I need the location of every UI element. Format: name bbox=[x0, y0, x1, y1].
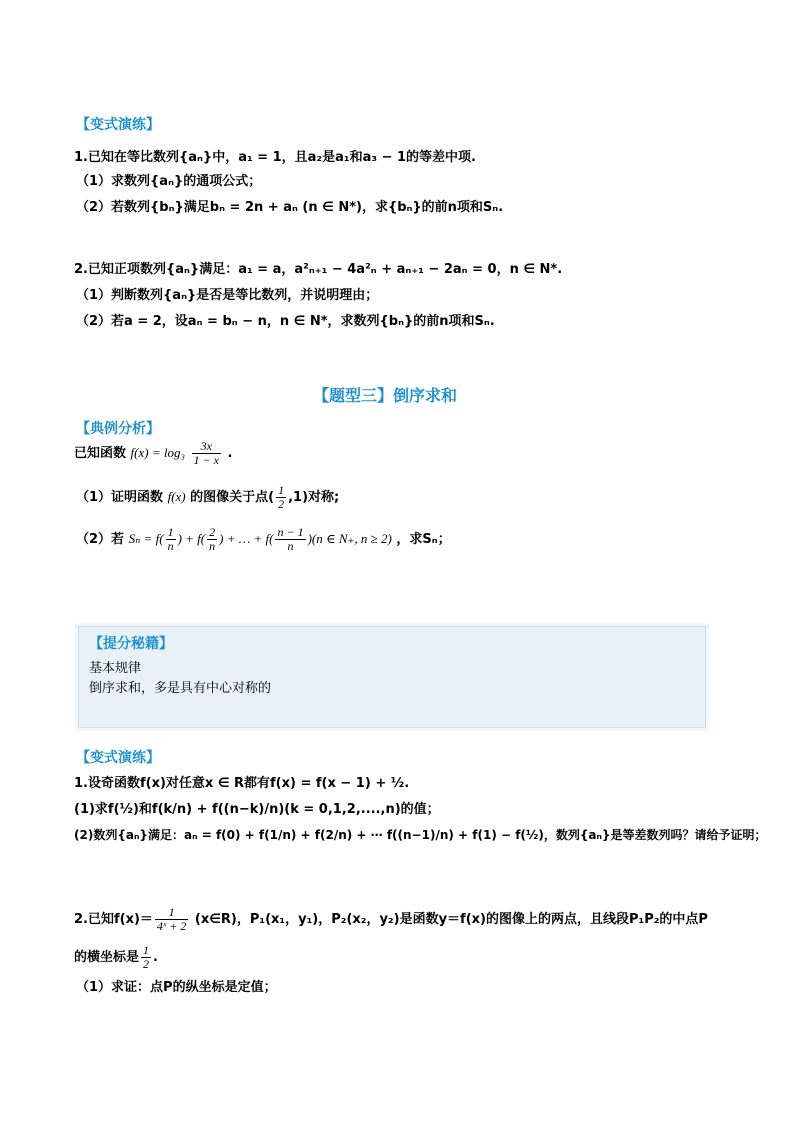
example-part-1-fx: f(x) bbox=[167, 489, 186, 505]
variant-question-2-part-1: （1）求证：点P的纵坐标是定值； bbox=[76, 980, 277, 995]
tip-box bbox=[78, 626, 706, 728]
example-part-1-text-a: （1）证明函数 bbox=[76, 490, 164, 506]
variant-question-1-part-2: (2)数列{aₙ}满足：aₙ = f(0) + f(1/n) + f(2/n) + ⋯ f((n−1)/n) + f(1) − f(½)，数列{aₙ}是等差数列吗？请给予证明； bbox=[74, 828, 767, 842]
example-part-2-plus-2: ) + … + f( bbox=[219, 531, 274, 547]
v2-half-num: 1 bbox=[143, 943, 150, 957]
frac-1-num: 1 bbox=[167, 525, 174, 539]
example-part-1 bbox=[76, 484, 339, 511]
question-1: 1.已知在等比数列{aₙ}中，a₁ = 1，且a₂是a₁和a₃ − 1的等差中项. bbox=[74, 150, 476, 165]
example-part-2-plus-1: ) + f( bbox=[177, 531, 206, 547]
v2-num: 1 bbox=[155, 906, 188, 920]
example-part-2-condition: )(n ∈ N₊, n ≥ 2) bbox=[307, 531, 392, 547]
question-1-part-1: （1）求数列{aₙ}的通项公式； bbox=[76, 174, 262, 189]
example-intro-text: 已知函数 bbox=[74, 446, 127, 462]
v2-den: 4ˣ + 2 bbox=[156, 919, 187, 934]
variant-question-2-period: . bbox=[153, 950, 158, 966]
variant-question-2-text-b: (x∈R)，P₁(x₁，y₁)，P₂(x₂，y₂)是函数y＝f(x)的图像上的两点，且线段P₁P₂的中点P bbox=[190, 912, 708, 928]
variant-question-1-part-1: (1)求f(½)和f(k/n) + f((n−k)/n)(k = 0,1,2,....,n)的值； bbox=[74, 802, 440, 817]
question-2-part-2: （2）若a = 2，设aₙ = bₙ − n，n ∈ N*，求数列{bₙ}的前n项和Sₙ. bbox=[76, 314, 495, 329]
example-part-2-frac-3 bbox=[275, 526, 305, 553]
example-intro bbox=[74, 440, 232, 467]
example-part-2-frac-1 bbox=[166, 526, 176, 553]
variant-question-2 bbox=[74, 906, 708, 933]
example-fraction-den: 1 − x bbox=[193, 453, 219, 468]
frac-3-den: n bbox=[287, 539, 294, 554]
question-2: 2.已知正项数列{aₙ}满足：a₁ = a，a²ₙ₊₁ − 4a²ₙ + aₙ₊₁ − 2aₙ = 0，n ∈ N*. bbox=[74, 262, 563, 277]
variant-question-2-half bbox=[141, 944, 151, 971]
frac-3-num: n − 1 bbox=[277, 525, 304, 539]
v2-half-den: 2 bbox=[143, 957, 150, 972]
variant-question-2-text-a: 2.已知f(x)＝ bbox=[74, 912, 153, 928]
type-title: 【题型三】倒序求和 bbox=[313, 386, 458, 405]
frac-2-den: n bbox=[209, 539, 216, 554]
example-function: f(x) = log₃ bbox=[130, 445, 185, 461]
example-period: . bbox=[227, 446, 233, 462]
tip-line-1: 基本规律 bbox=[89, 661, 142, 676]
example-part-2-text-b: ，求Sₙ； bbox=[396, 532, 451, 548]
example-part-1-num: 1 bbox=[278, 483, 285, 497]
question-2-part-1: （1）判断数列{aₙ}是否是等比数列，并说明理由； bbox=[76, 288, 379, 303]
frac-2-num: 2 bbox=[209, 525, 216, 539]
example-fraction-num: 3x bbox=[192, 440, 221, 454]
example-part-2-frac-2 bbox=[207, 526, 217, 553]
example-part-2 bbox=[76, 526, 451, 553]
example-part-1-fraction bbox=[276, 484, 286, 511]
variant-question-2-line-2 bbox=[74, 944, 158, 971]
example-part-2-sum: Sₙ = f( bbox=[128, 531, 164, 547]
tip-line-2: 倒序求和，多是具有中心对称的 bbox=[89, 681, 272, 696]
example-part-2-text-a: （2）若 bbox=[76, 532, 125, 548]
example-part-1-den: 2 bbox=[278, 497, 285, 512]
variant-question-2-text-c: 的横坐标是 bbox=[74, 950, 140, 966]
example-part-1-text-c: ,1)对称; bbox=[288, 490, 340, 506]
variant-question-2-fraction bbox=[155, 906, 188, 933]
variant-heading-2: 【变式演练】 bbox=[76, 750, 160, 766]
example-part-1-text-b: 的图像关于点( bbox=[190, 490, 275, 506]
variant-question-1: 1.设奇函数f(x)对任意x ∈ R都有f(x) = f(x − 1) + ½. bbox=[74, 776, 410, 791]
frac-1-den: n bbox=[167, 539, 174, 554]
example-fraction bbox=[192, 440, 221, 467]
example-heading: 【典例分析】 bbox=[76, 421, 160, 437]
variant-heading-1: 【变式演练】 bbox=[76, 117, 160, 133]
tip-heading: 【提分秘籍】 bbox=[89, 636, 173, 652]
question-1-part-2: （2）若数列{bₙ}满足bₙ = 2n + aₙ (n ∈ N*)，求{bₙ}的前n项和Sₙ. bbox=[76, 200, 504, 215]
